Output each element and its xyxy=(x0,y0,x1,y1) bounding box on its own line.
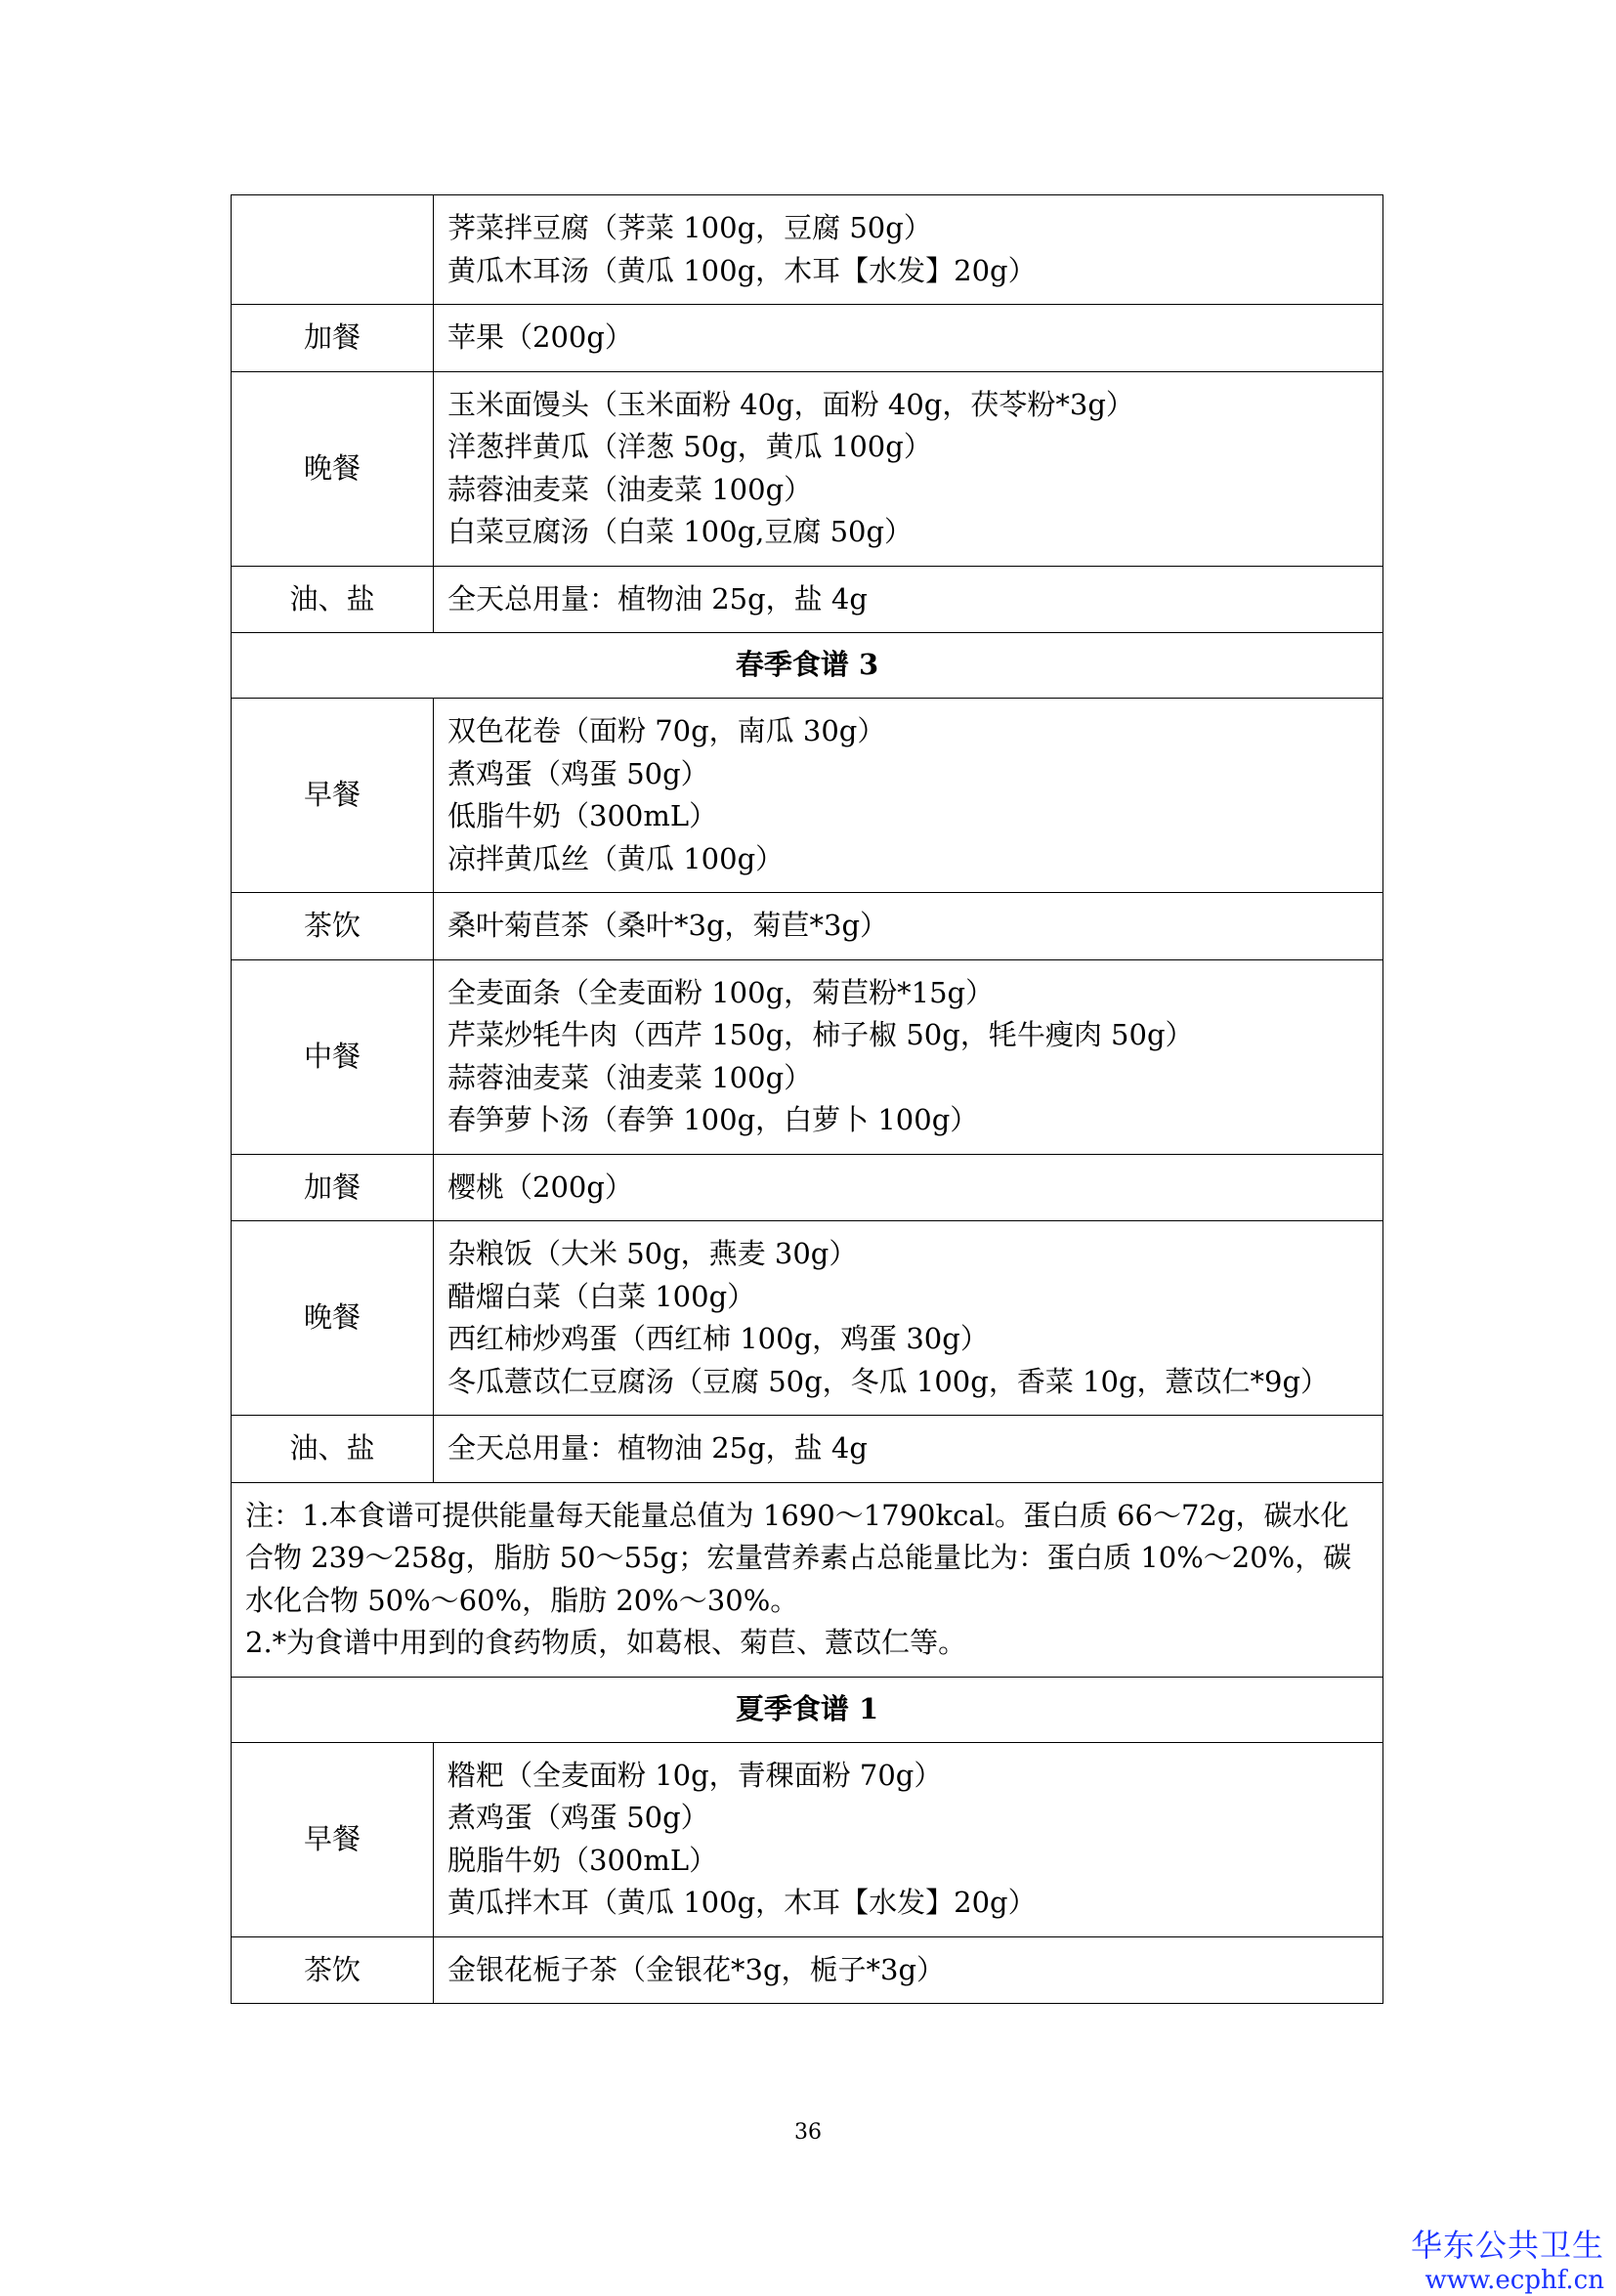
dish-item: 桑叶菊苣茶（桑叶*3g，菊苣*3g） xyxy=(447,909,889,942)
meal-items xyxy=(434,1936,1383,2004)
dish-item: 苹果（200g） xyxy=(447,320,633,354)
menu-table-body xyxy=(232,195,1383,2004)
dish-item: 全天总用量：植物油 25g，盐 4g xyxy=(447,581,868,616)
meal-label: 早餐 xyxy=(232,699,434,893)
meal-row xyxy=(232,195,1383,305)
dish-item: 白菜豆腐汤（白菜 100g,豆腐 50g） xyxy=(447,515,914,548)
meal-label: 茶饮 xyxy=(232,893,434,960)
section-header-row xyxy=(232,633,1383,699)
meal-label: 加餐 xyxy=(232,1154,434,1221)
meal-label: 油、盐 xyxy=(232,566,434,633)
dish-item: 樱桃（200g） xyxy=(447,1169,633,1204)
meal-items xyxy=(434,566,1383,633)
dish-item: 西红柿炒鸡蛋（西红柿 100g，鸡蛋 30g） xyxy=(447,1322,989,1355)
meal-row xyxy=(232,1742,1383,1936)
dish-item: 洋葱拌黄瓜（洋葱 50g，黄瓜 100g） xyxy=(447,430,932,463)
dish-item: 玉米面馒头（玉米面粉 40g，面粉 40g，茯苓粉*3g） xyxy=(447,387,1134,421)
section-title: 春季食谱 3 xyxy=(232,633,1383,699)
meal-label: 加餐 xyxy=(232,305,434,372)
notes-row xyxy=(232,1482,1383,1677)
dish-item: 糌粑（全麦面粉 10g，青稞面粉 70g） xyxy=(447,1758,943,1792)
meal-row xyxy=(232,959,1383,1154)
meal-items xyxy=(434,371,1383,566)
dish-item: 黄瓜拌木耳（黄瓜 100g，木耳【水发】20g） xyxy=(447,1886,1037,1919)
meal-items xyxy=(434,195,1383,305)
meal-row xyxy=(232,699,1383,893)
meal-row xyxy=(232,305,1383,372)
meal-items xyxy=(434,1154,1383,1221)
meal-row xyxy=(232,1416,1383,1483)
meal-items xyxy=(434,1742,1383,1936)
meal-items xyxy=(434,893,1383,960)
section-title: 夏季食谱 1 xyxy=(232,1677,1383,1742)
page-number: 36 xyxy=(794,2120,822,2145)
watermark-url: www.ecphf.cn xyxy=(1425,2266,1604,2295)
dish-item: 低脂牛奶（300mL） xyxy=(447,799,718,832)
dish-item: 黄瓜木耳汤（黄瓜 100g，木耳【水发】20g） xyxy=(447,253,1037,287)
meal-label: 早餐 xyxy=(232,1742,434,1936)
meal-label xyxy=(232,195,434,305)
note-line: 注：1.本食谱可提供能量每天能量总值为 1690～1790kcal。蛋白质 66～72g，碳水化合物 239～258g，脂肪 50～55g；宏量营养素占总能量比为：蛋白质 10%～20%，碳水化合物 50%～60%，脂肪 20%～30%。 xyxy=(245,1498,1352,1617)
meal-items xyxy=(434,959,1383,1154)
dish-item: 醋熘白菜（白菜 100g） xyxy=(447,1279,756,1313)
dish-item: 蒜蓉油麦菜（油麦菜 100g） xyxy=(447,1060,813,1094)
menu-table xyxy=(231,194,1383,2004)
dish-item: 双色花卷（面粉 70g，南瓜 30g） xyxy=(447,714,886,747)
dish-item: 脱脂牛奶（300mL） xyxy=(447,1843,718,1877)
watermark xyxy=(1411,2226,1604,2296)
dish-item: 春笋萝卜汤（春笋 100g，白萝卜 100g） xyxy=(447,1103,979,1136)
meal-items xyxy=(434,1416,1383,1483)
dish-item: 蒜蓉油麦菜（油麦菜 100g） xyxy=(447,472,813,506)
dish-item: 煮鸡蛋（鸡蛋 50g） xyxy=(447,756,709,790)
meal-items xyxy=(434,305,1383,372)
meal-label: 茶饮 xyxy=(232,1936,434,2004)
dish-item: 芹菜炒牦牛肉（西芹 150g，柿子椒 50g，牦牛瘦肉 50g） xyxy=(447,1018,1194,1051)
meal-row xyxy=(232,371,1383,566)
meal-row xyxy=(232,566,1383,633)
dish-item: 全麦面条（全麦面粉 100g，菊苣粉*15g） xyxy=(447,975,995,1009)
notes-cell xyxy=(232,1482,1383,1677)
meal-row xyxy=(232,1154,1383,1221)
meal-items xyxy=(434,699,1383,893)
meal-items xyxy=(434,1221,1383,1416)
meal-row xyxy=(232,1936,1383,2004)
dish-item: 金银花栀子茶（金银花*3g，栀子*3g） xyxy=(447,1952,946,1986)
dish-item: 凉拌黄瓜丝（黄瓜 100g） xyxy=(447,841,785,875)
meal-row xyxy=(232,1221,1383,1416)
meal-label: 油、盐 xyxy=(232,1416,434,1483)
dish-item: 杂粮饭（大米 50g，燕麦 30g） xyxy=(447,1237,858,1270)
dish-item: 荠菜拌豆腐（荠菜 100g，豆腐 50g） xyxy=(447,211,932,244)
dish-item: 全天总用量：植物油 25g，盐 4g xyxy=(447,1431,868,1465)
watermark-name: 华东公共卫生 xyxy=(1410,2227,1604,2264)
meal-label: 晚餐 xyxy=(232,1221,434,1416)
dish-item: 冬瓜薏苡仁豆腐汤（豆腐 50g，冬瓜 100g，香菜 10g，薏苡仁*9g） xyxy=(447,1364,1330,1398)
meal-row xyxy=(232,893,1383,960)
meal-label: 中餐 xyxy=(232,959,434,1154)
meal-label: 晚餐 xyxy=(232,371,434,566)
note-line: 2.*为食谱中用到的食药物质，如葛根、菊苣、薏苡仁等。 xyxy=(245,1626,967,1659)
section-header-row xyxy=(232,1677,1383,1742)
dish-item: 煮鸡蛋（鸡蛋 50g） xyxy=(447,1801,709,1834)
